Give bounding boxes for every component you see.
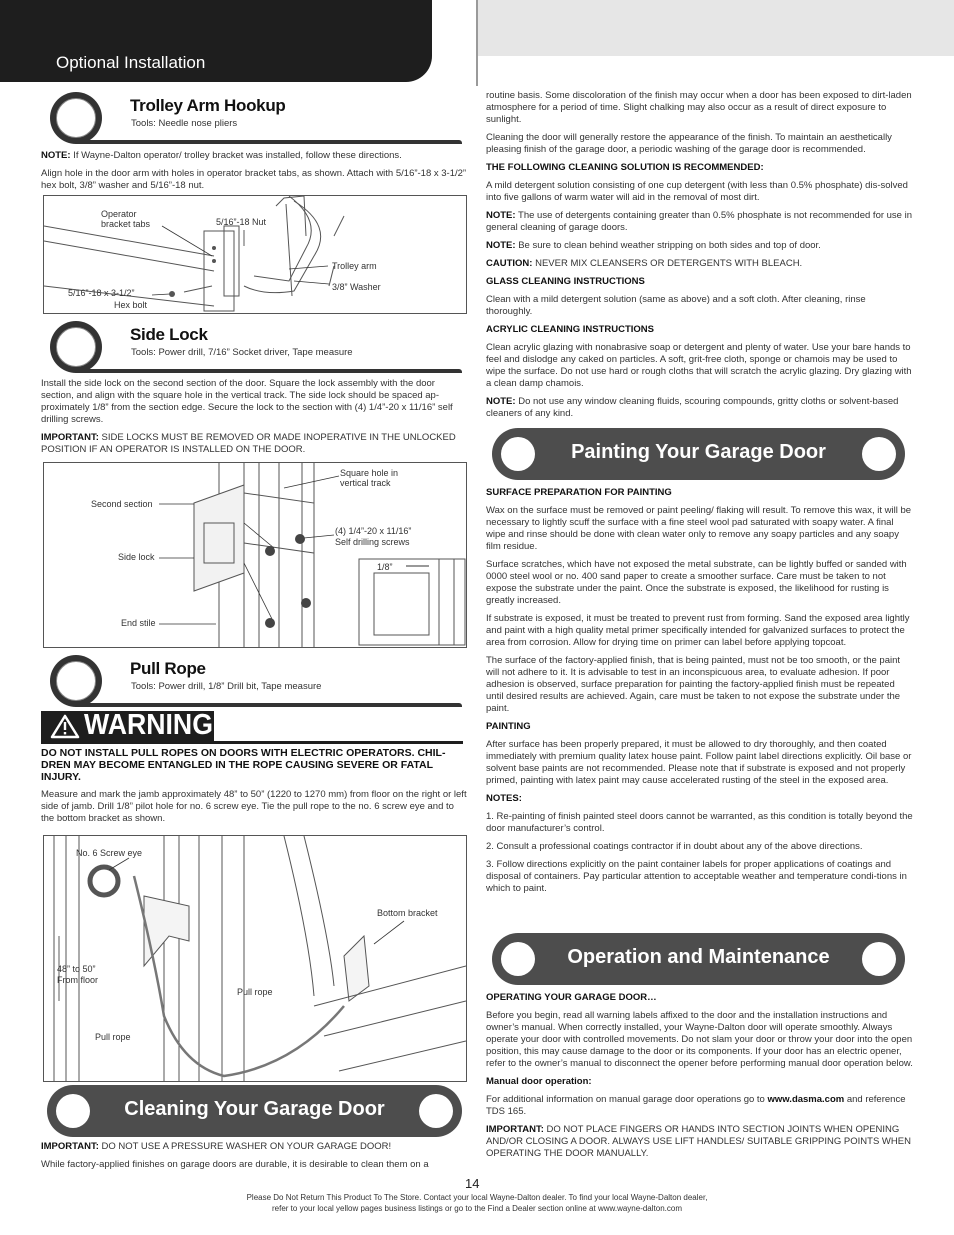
painting-text: After surface has been properly prepared, it must be allowed to dry thoroughly, and then coated immediately with premium quality latex house paint. Follow paint label directions explicitly. Oil base or solvent base paints are not recommended. Please note that if substrate is exposed and not properly primed, painting with latex paint may cause accelerated rusting of the steel in the exposed area. <box>486 739 912 786</box>
operation-title: Operation and Maintenance <box>567 946 830 968</box>
end-stile-label: End stile <box>121 618 156 628</box>
screw-eye-label: No. 6 Screw eye <box>76 848 143 858</box>
cleaning-intro: While factory-applied finishes on garage doors are durable, it is desirable to clean them on a <box>41 1159 429 1170</box>
acrylic-text: Clean acrylic glazing with nonabrasive soap or detergent and plenty of water. Use your bare hands to feel and dislodge any caked on particles. A soft, grit-free cloth, sponge or chamois may be used to wipe the surface. Do not use hard or rough cloths that will scratch the acrylic glazing. Dry glazing with a clean damp chamois. <box>486 342 912 389</box>
section-bullet-icon <box>50 321 102 373</box>
screws-label-1: (4) 1/4”-20 x 11/16” <box>335 526 412 536</box>
cleaning-p1: routine basis. Some discoloration of the finish may occur when a door has been exposed to dirt-laden atmosphere for a period of time. Slight chalking may also occur as a result of direct exposure to sunlight. <box>486 90 912 125</box>
solution-heading: THE FOLLOWING CLEANING SOLUTION IS RECOMMENDED: <box>486 162 764 173</box>
dasma-link[interactable]: www.dasma.com <box>767 1094 845 1105</box>
heading-rule <box>76 703 462 707</box>
painting-banner <box>492 428 905 480</box>
operating-heading: OPERATING YOUR GARAGE DOOR… <box>486 992 657 1003</box>
header-gray-band <box>478 0 954 56</box>
warning-title: WARNING <box>84 709 213 741</box>
pullrope-title: Pull Rope <box>130 659 206 678</box>
pullrope-body: Measure and mark the jamb approximately 48” to 50” (1220 to 1270 mm) from floor on the right or left side of jamb. Drill 1/8” pilot hole for no. 6 screw eye. Tie the pull rope to the no. 6 screw eye and to the bottom bracket as shown. <box>41 789 467 824</box>
surface-prep-p4: The surface of the factory-applied finish, that is being painted, must not be too smooth, or the paint will not adhere to it. It is advisable to test in an inconspicuous area, to evaluate adhesion. If poor adhesion is observed, surface preparation for painting the factory-applied finish must be repeated until desired results are achieved. Again, care must be taken to not expose the substrate under the paint. <box>486 655 901 714</box>
note-2: 2. Consult a professional coatings contractor if in doubt about any of the above directions. <box>486 841 863 852</box>
acrylic-heading: ACRYLIC CLEANING INSTRUCTIONS <box>486 324 655 335</box>
footer-line-1: Please Do Not Return This Product To The Store. Contact your local Wayne-Dalton dealer. To find your local Wayne-Dalton dealer, <box>246 1193 708 1202</box>
note-1: 1. Re-painting of finish painted steel doors cannot be warranted, as this condition is totally beyond the door manufacturer’s control. <box>486 811 913 834</box>
trolley-title: Trolley Arm Hookup <box>130 96 286 115</box>
hex-bolt-label-2: Hex bolt <box>114 300 148 310</box>
note-phosphate: NOTE: The use of detergents containing greater than 0.5% phosphate is not recommended for use in general cleaning of garage doors. <box>486 210 913 233</box>
sidelock-body: Install the side lock on the second section of the door. Square the lock assembly with the door section, and align with the square hole in the vertical track. The side lock should be spaced ap-proximately 1/8” from the section edge. Secure the lock to the section with (4) 1/4”-20 x 11/16” self drilling screws. <box>41 378 453 425</box>
eighth-inch-label: 1/8” <box>377 562 393 572</box>
cleaning-important: IMPORTANT: DO NOT USE A PRESSURE WASHER ON YOUR GARAGE DOOR! <box>41 1141 392 1152</box>
cleaning-title: Cleaning Your Garage Door <box>124 1098 385 1120</box>
side-lock-label: Side lock <box>118 552 155 562</box>
surface-prep-p2: Surface scratches, which have not exposed the metal substrate, can be lightly buffed or sanded with 0000 steel wool or no. 400 sand paper to create a smoother surface. Care must be taken to not expose the substrate under the paint. Once the substrate is exposed, the likelihood for rusting is greatly increased. <box>486 559 907 606</box>
second-section-label: Second section <box>91 499 153 509</box>
footer-line-2: refer to your local yellow pages business listings or go to the Find a Dealer section online at www.wayne-dalton.com <box>272 1204 682 1213</box>
glass-text: Clean with a mild detergent solution (same as above) and a soft cloth. After cleaning, rinse thoroughly. <box>486 294 866 317</box>
surface-prep-heading: SURFACE PREPARATION FOR PAINTING <box>486 487 672 498</box>
painting-heading: PAINTING <box>486 721 531 732</box>
page-number: 14 <box>465 1176 480 1191</box>
warning-text: DO NOT INSTALL PULL ROPES ON DOORS WITH ELECTRIC OPERATORS. CHIL-DREN MAY BECOME ENTANGLED IN THE ROPE CAUSING SEVERE OR FATAL INJURY. <box>41 747 446 783</box>
note-solvent: NOTE: Do not use any window cleaning fluids, scouring compounds, gritty cloths or solvent-based cleaners of any kind. <box>486 396 899 419</box>
nut-label: 5/16”-18 Nut <box>216 217 267 227</box>
trolley-body: Align hole in the door arm with holes in operator bracket tabs, as shown. Attach with 5/16”-18 x 3-1/2” hex bolt, 3/8” washer and 5/16”-18 nut. <box>41 168 467 191</box>
warning-triangle-icon <box>47 711 83 741</box>
square-hole-label-1: Square hole in <box>340 468 399 478</box>
cleaning-p2: Cleaning the door will generally restore the appearance of the finish. To maintain an aesthetically pleasing finish of the garage door, a periodic washing of the garage door is recommended. <box>486 132 892 155</box>
warning-rule <box>41 741 463 744</box>
pull-rope-label-right: Pull rope <box>237 987 273 997</box>
glass-heading: GLASS CLEANING INSTRUCTIONS <box>486 276 645 287</box>
header-divider <box>476 0 478 86</box>
sidelock-important: IMPORTANT: SIDE LOCKS MUST BE REMOVED OR MADE INOPERATIVE IN THE UNLOCKED POSITION IF AN OPERATOR IS INSTALLED ON THE DOOR. <box>41 432 456 455</box>
operating-text: Before you begin, read all warning labels affixed to the door and the installation instructions and owner’s manual. When correctly installed, your Wayne-Dalton door will operate smoothly. Always operate your door with controlled movements. Do not slam your door or throw your door into the open position, this may cause damage to the door or its components. If your door has an electric opener, refer to the owner’s manual to disconnect the opener before performing manual door operation below. <box>486 1010 913 1069</box>
painting-title: Painting Your Garage Door <box>571 441 826 463</box>
sidelock-title: Side Lock <box>130 325 208 344</box>
warning-banner <box>41 711 214 741</box>
heading-rule <box>76 140 462 144</box>
side-lock-figure <box>43 462 467 648</box>
solution-text: A mild detergent solution consisting of one cup detergent (with less than 0.5% phosphate) dis-solved into five gallons of warm water will aid in the removal of most dirt. <box>486 180 908 203</box>
trolley-arm-label: Trolley arm <box>332 261 377 271</box>
note-3: 3. Follow directions explicitly on the paint container labels for proper applications of coatings and disposal of containers. Pay particular attention to acceptable weather and temperature condi-tions in which to paint. <box>486 859 907 894</box>
section-title: Optional Installation <box>56 53 206 72</box>
height-label-1: 48” to 50” <box>57 964 96 974</box>
sidelock-tools: Tools: Power drill, 7/16” Socket driver, Tape measure <box>131 347 353 358</box>
pull-rope-label-left: Pull rope <box>95 1032 131 1042</box>
manual-operation-heading: Manual door operation: <box>486 1076 592 1087</box>
heading-rule <box>76 369 462 373</box>
washer-label: 3/8” Washer <box>332 282 381 292</box>
surface-prep-p3: If substrate is exposed, it must be treated to prevent rust from forming. Sand the exposed area lightly and paint with a high quality metal primer specifically intended for galvanized surfaces to protect the area from corrosion. Allow for drying time on primer can label before applying topcoat. <box>486 613 910 648</box>
surface-prep-p1: Wax on the surface must be removed or paint peeling/ flaking will result. To remove this wax, it will be necessary to lightly scuff the surface with a fine steel wool pad saturated with soapy water. A final wipe and rinse should be done with clean water only to remove any soapy particles and any soapy film residue. <box>486 505 912 552</box>
operation-important: IMPORTANT: DO NOT PLACE FINGERS OR HANDS INTO SECTION JOINTS WHEN OPENING AND/OR CLOSING A DOOR. ALWAYS USE LIFT HANDLES/ SUITABLE GRIPPING POINTS WHEN OPERATING THE DOOR MANUALLY. <box>486 1124 911 1159</box>
note-weather-stripping: NOTE: Be sure to clean behind weather stripping on both sides and top of door. <box>486 240 821 251</box>
operator-tabs-label-2: bracket tabs <box>101 219 151 229</box>
pullrope-tools: Tools: Power drill, 1/8” Drill bit, Tape measure <box>131 681 322 692</box>
pull-rope-heading <box>50 655 462 707</box>
footer <box>0 1192 954 1214</box>
caution-bleach: CAUTION: NEVER MIX CLEANSERS OR DETERGENTS WITH BLEACH. <box>486 258 803 269</box>
side-lock-diagram <box>44 463 466 647</box>
right-column <box>486 90 914 426</box>
square-hole-label-2: vertical track <box>340 478 391 488</box>
trolley-arm-heading <box>50 92 462 144</box>
notes-heading: NOTES: <box>486 793 522 804</box>
trolley-figure <box>43 195 467 314</box>
manual-operation-text: For additional information on manual garage door operations go to www.dasma.com and reference TDS 165. <box>486 1094 906 1117</box>
side-lock-heading <box>50 321 462 373</box>
trolley-note: NOTE: If Wayne-Dalton operator/ trolley bracket was installed, follow these directions. <box>41 150 402 161</box>
bottom-bracket-label: Bottom bracket <box>377 908 438 918</box>
trolley-tools: Tools: Needle nose pliers <box>131 118 238 129</box>
operation-banner <box>492 933 905 985</box>
height-label-2: From floor <box>57 975 99 985</box>
pull-rope-diagram <box>44 836 466 1081</box>
section-bullet-icon <box>50 655 102 707</box>
cleaning-banner <box>47 1085 462 1137</box>
screws-label-2: Self drilling screws <box>335 537 410 547</box>
pull-rope-figure <box>43 835 467 1082</box>
hex-bolt-label-1: 5/16”-18 x 3-1/2” <box>68 288 135 298</box>
section-bullet-icon <box>50 92 102 144</box>
operator-tabs-label-1: Operator <box>101 209 137 219</box>
